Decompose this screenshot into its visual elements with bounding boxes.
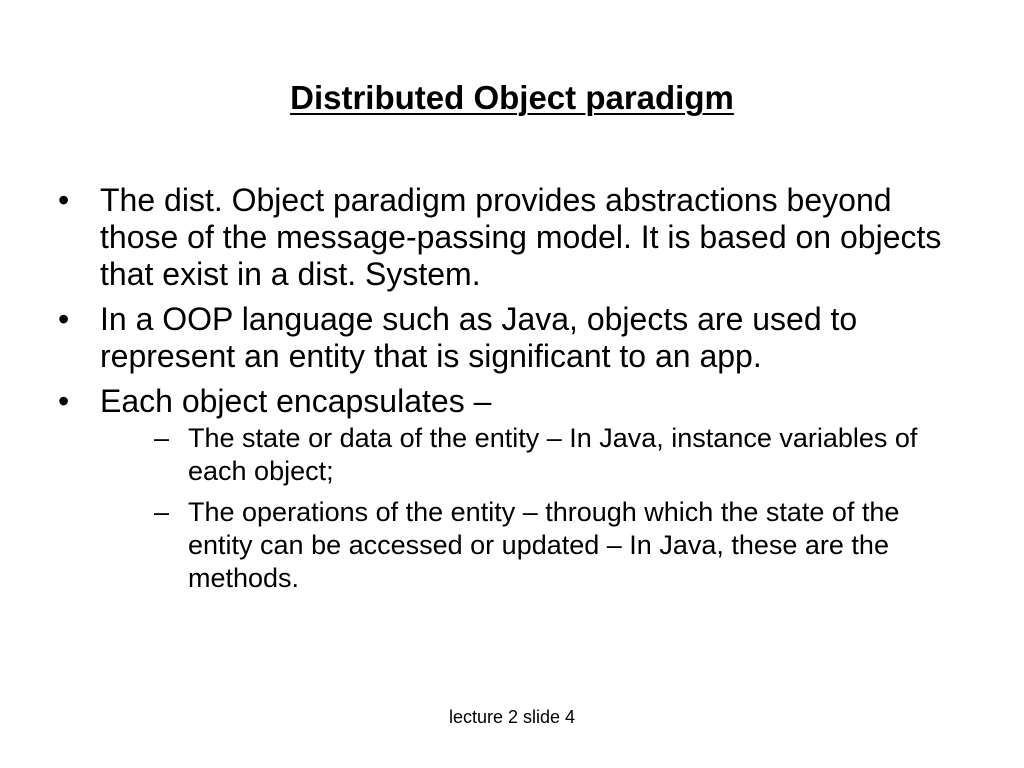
sub-bullet-list — [154, 422, 968, 595]
bullet-item-1 — [58, 182, 968, 293]
sub-bullet-item-2 — [154, 496, 968, 595]
sub-bullet-text: The operations of the entity – through which the state of the entity can be accessed or updated – In Java, these are the methods. — [188, 497, 900, 593]
slide-title: Distributed Object paradigm — [290, 79, 734, 116]
bullet-text: The dist. Object paradigm provides abstractions beyond those of the message-passing model. It is based on objects that exist in a dist. System. — [100, 182, 942, 292]
sub-bullet-marker: – — [154, 497, 170, 527]
bullet-item-3 — [58, 383, 968, 595]
bullet-text: In a OOP language such as Java, objects are used to represent an entity that is significant to an app. — [100, 301, 858, 374]
bullet-marker: • — [58, 182, 70, 218]
slide-content — [58, 182, 968, 603]
sub-bullet-item-1 — [154, 422, 968, 488]
sub-bullet-text: The state or data of the entity – In Java, instance variables of each object; — [188, 423, 918, 486]
slide-footer: lecture 2 slide 4 — [448, 707, 576, 727]
bullet-marker: • — [58, 383, 70, 419]
sub-bullet-marker: – — [154, 423, 170, 453]
bullet-marker: • — [58, 301, 70, 337]
bullet-item-2 — [58, 301, 968, 375]
bullet-text: Each object encapsulates – — [100, 383, 492, 419]
